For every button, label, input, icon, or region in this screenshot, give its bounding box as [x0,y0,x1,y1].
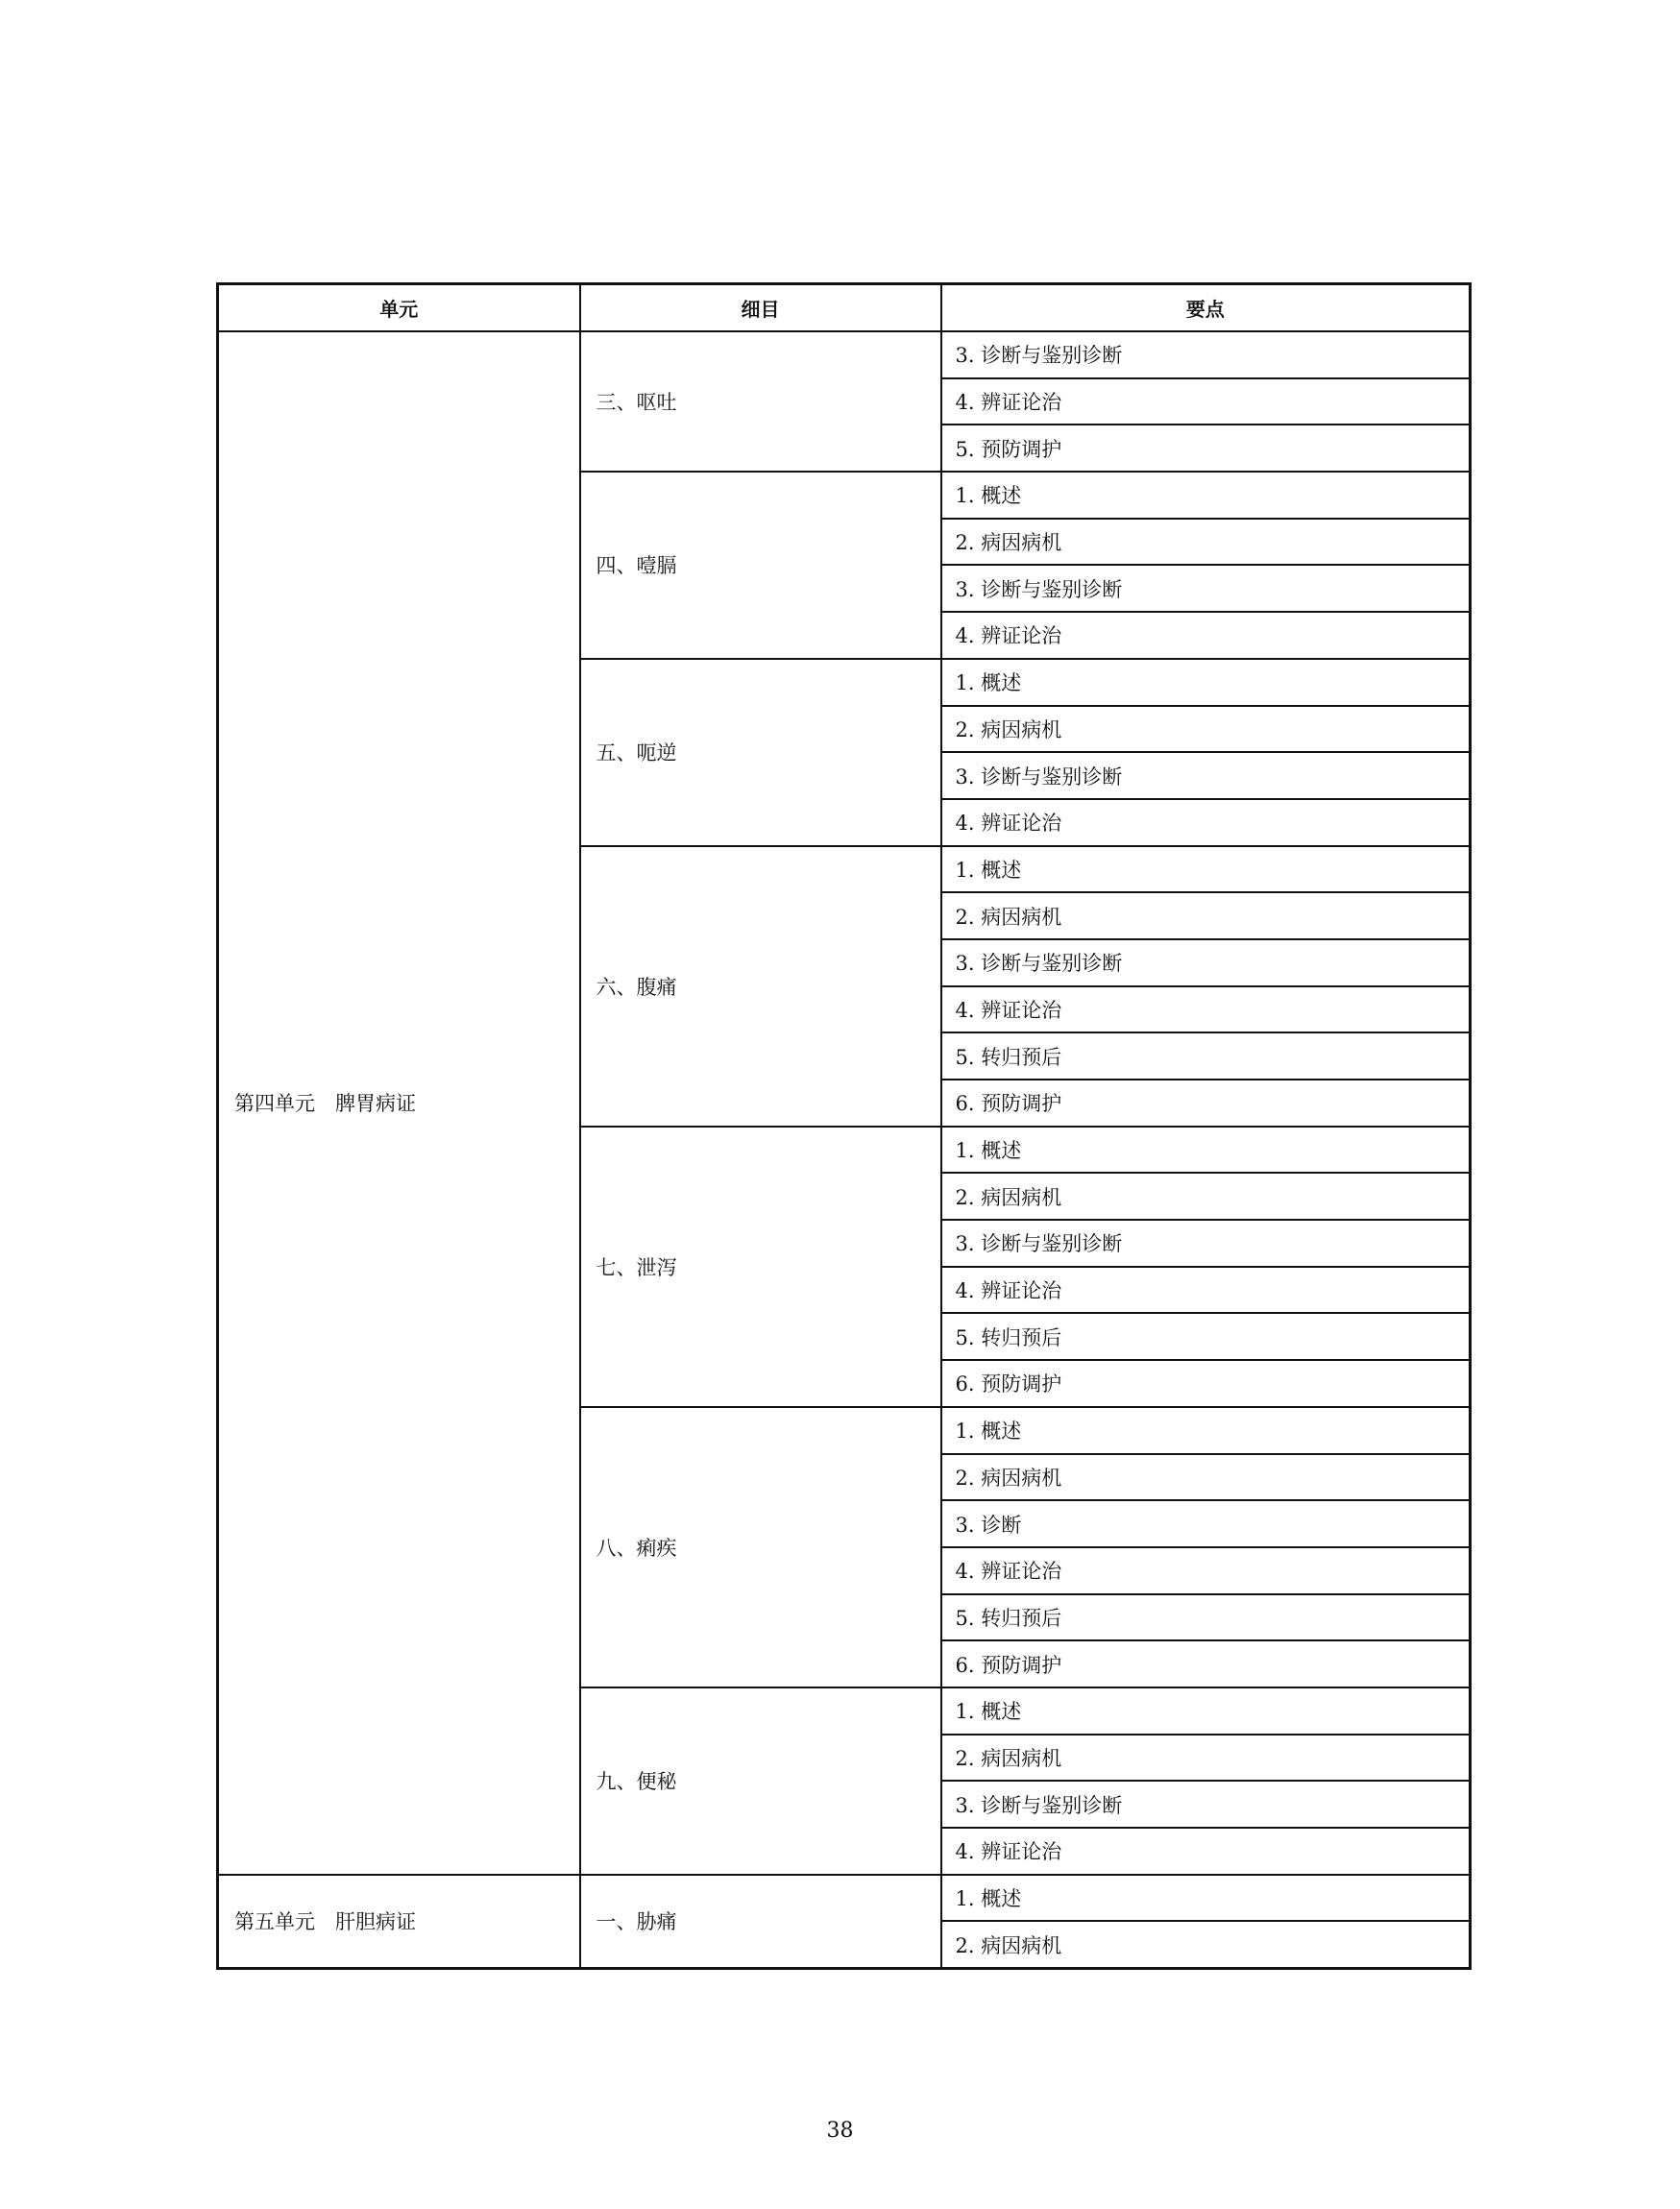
point-cell: 2. 病因病机 [941,1454,1471,1501]
point-cell: 3. 诊断与鉴别诊断 [941,1220,1471,1267]
table-body [218,331,1471,1969]
item-cell: 八、痢疾 [580,1407,941,1687]
point-cell: 3. 诊断与鉴别诊断 [941,939,1471,986]
point-cell: 6. 预防调护 [941,1080,1471,1127]
point-cell: 5. 预防调护 [941,425,1471,472]
point-cell: 5. 转归预后 [941,1032,1471,1080]
point-cell: 4. 辨证论治 [941,612,1471,659]
point-cell: 6. 预防调护 [941,1640,1471,1687]
table-row [218,331,1471,378]
point-cell: 4. 辨证论治 [941,378,1471,425]
item-cell: 九、便秘 [580,1687,941,1875]
header-unit: 单元 [218,284,580,332]
point-cell: 1. 概述 [941,1875,1471,1922]
point-cell: 1. 概述 [941,1407,1471,1454]
point-cell: 3. 诊断与鉴别诊断 [941,1781,1471,1828]
header-row [218,284,1471,332]
point-cell: 3. 诊断与鉴别诊断 [941,565,1471,612]
table-row [218,1875,1471,1922]
item-cell: 四、噎膈 [580,472,941,659]
point-cell: 3. 诊断 [941,1500,1471,1547]
point-cell: 1. 概述 [941,472,1471,519]
item-cell: 七、泄泻 [580,1127,941,1407]
point-cell: 1. 概述 [941,1687,1471,1735]
point-cell: 4. 辨证论治 [941,986,1471,1033]
point-cell: 5. 转归预后 [941,1594,1471,1641]
item-cell: 三、呕吐 [580,331,941,472]
point-cell: 1. 概述 [941,659,1471,706]
point-cell: 2. 病因病机 [941,1921,1471,1968]
point-cell: 2. 病因病机 [941,892,1471,939]
syllabus-table [216,282,1472,1970]
point-cell: 3. 诊断与鉴别诊断 [941,331,1471,378]
point-cell: 5. 转归预后 [941,1313,1471,1360]
point-cell: 1. 概述 [941,846,1471,893]
point-cell: 2. 病因病机 [941,519,1471,566]
point-cell: 2. 病因病机 [941,706,1471,753]
header-item: 细目 [580,284,941,332]
point-cell: 2. 病因病机 [941,1735,1471,1782]
point-cell: 4. 辨证论治 [941,799,1471,846]
page-number: 38 [826,2119,854,2143]
point-cell: 4. 辨证论治 [941,1267,1471,1314]
item-cell: 五、呃逆 [580,659,941,846]
point-cell: 4. 辨证论治 [941,1547,1471,1594]
header-point: 要点 [941,284,1471,332]
unit-cell: 第五单元 肝胆病证 [218,1875,580,1969]
point-cell: 4. 辨证论治 [941,1828,1471,1875]
item-cell: 六、腹痛 [580,846,941,1127]
point-cell: 2. 病因病机 [941,1173,1471,1220]
item-cell: 一、胁痛 [580,1875,941,1969]
point-cell: 1. 概述 [941,1127,1471,1174]
unit-cell: 第四单元 脾胃病证 [218,331,580,1875]
point-cell: 6. 预防调护 [941,1360,1471,1407]
point-cell: 3. 诊断与鉴别诊断 [941,752,1471,799]
